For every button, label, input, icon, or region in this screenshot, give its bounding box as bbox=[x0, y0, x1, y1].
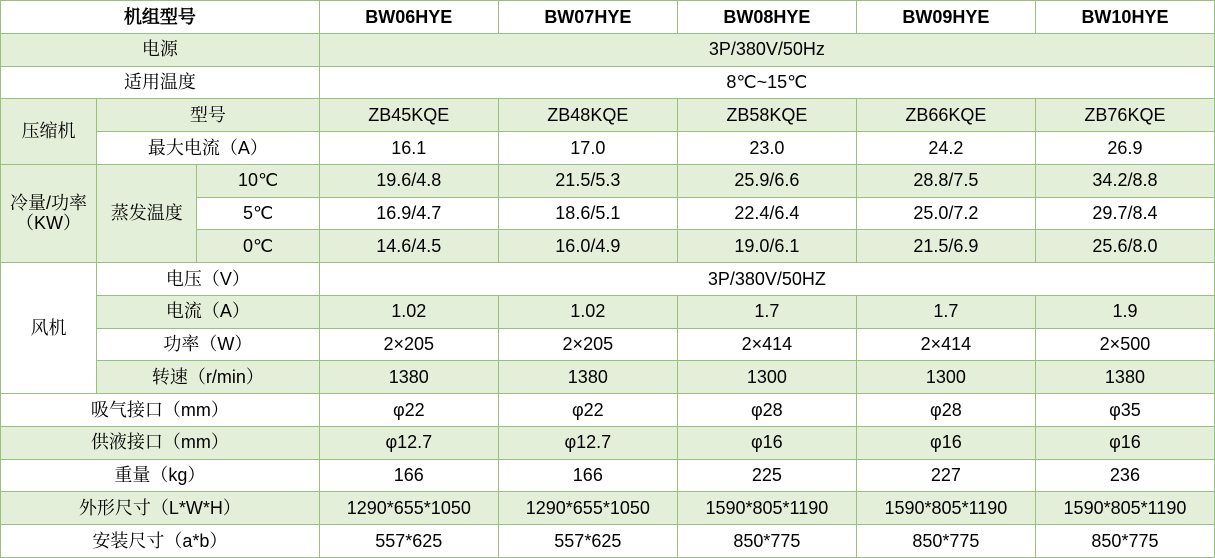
evap-5-value-3: 22.4/6.4 bbox=[677, 197, 856, 230]
model-cell-4: BW09HYE bbox=[856, 1, 1035, 34]
compressor-group-label: 压缩机 bbox=[1, 99, 97, 165]
fan-group-label: 风机 bbox=[1, 263, 97, 394]
evap-10-value-1: 19.6/4.8 bbox=[319, 164, 498, 197]
fan-power-label: 功率（W） bbox=[97, 328, 320, 361]
weight-label: 重量（kg） bbox=[1, 459, 320, 492]
suction-port-4: φ28 bbox=[856, 394, 1035, 427]
capacity-group-label: 冷量/功率（KW） bbox=[1, 164, 97, 262]
fan-power-1: 2×205 bbox=[319, 328, 498, 361]
dimension-label: 外形尺寸（L*W*H） bbox=[1, 492, 320, 525]
suction-port-3: φ28 bbox=[677, 394, 856, 427]
fan-speed-label: 转速（r/min） bbox=[97, 361, 320, 394]
suction-port-label: 吸气接口（mm） bbox=[1, 394, 320, 427]
install-2: 557*625 bbox=[498, 525, 677, 558]
power-supply-label: 电源 bbox=[1, 33, 320, 66]
fan-speed-4: 1300 bbox=[856, 361, 1035, 394]
max-current-2: 17.0 bbox=[498, 132, 677, 165]
suction-port-1: φ22 bbox=[319, 394, 498, 427]
evap-5-value-2: 18.6/5.1 bbox=[498, 197, 677, 230]
weight-5: 236 bbox=[1035, 459, 1214, 492]
max-current-4: 24.2 bbox=[856, 132, 1035, 165]
table-row-temp-range bbox=[1, 66, 1215, 99]
table-row-weight bbox=[1, 459, 1215, 492]
temp-range-label: 适用温度 bbox=[1, 66, 320, 99]
fan-current-2: 1.02 bbox=[498, 295, 677, 328]
dimension-5: 1590*805*1190 bbox=[1035, 492, 1214, 525]
install-5: 850*775 bbox=[1035, 525, 1214, 558]
liquid-port-1: φ12.7 bbox=[319, 426, 498, 459]
dimension-1: 1290*655*1050 bbox=[319, 492, 498, 525]
evap-10-value-3: 25.9/6.6 bbox=[677, 164, 856, 197]
evap-0-label: 0℃ bbox=[197, 230, 319, 263]
fan-speed-2: 1380 bbox=[498, 361, 677, 394]
table-row-liquid-port bbox=[1, 426, 1215, 459]
table-row-fan-speed bbox=[1, 361, 1215, 394]
max-current-5: 26.9 bbox=[1035, 132, 1214, 165]
dimension-3: 1590*805*1190 bbox=[677, 492, 856, 525]
dimension-4: 1590*805*1190 bbox=[856, 492, 1035, 525]
weight-3: 225 bbox=[677, 459, 856, 492]
evap-5-label: 5℃ bbox=[197, 197, 319, 230]
model-cell-3: BW08HYE bbox=[677, 1, 856, 34]
table-row-max-current bbox=[1, 132, 1215, 165]
fan-voltage-value: 3P/380V/50HZ bbox=[319, 263, 1214, 296]
fan-power-5: 2×500 bbox=[1035, 328, 1214, 361]
evap-5-value-5: 29.7/8.4 bbox=[1035, 197, 1214, 230]
dimension-2: 1290*655*1050 bbox=[498, 492, 677, 525]
evap-0-value-1: 14.6/4.5 bbox=[319, 230, 498, 263]
install-1: 557*625 bbox=[319, 525, 498, 558]
table-row-fan-current bbox=[1, 295, 1215, 328]
table-row-suction-port bbox=[1, 394, 1215, 427]
evap-10-label: 10℃ bbox=[197, 164, 319, 197]
compressor-model-2: ZB48KQE bbox=[498, 99, 677, 132]
evap-0-value-4: 21.5/6.9 bbox=[856, 230, 1035, 263]
install-3: 850*775 bbox=[677, 525, 856, 558]
fan-speed-3: 1300 bbox=[677, 361, 856, 394]
max-current-3: 23.0 bbox=[677, 132, 856, 165]
model-title-cell: 机组型号 bbox=[1, 1, 320, 34]
model-cell-5: BW10HYE bbox=[1035, 1, 1214, 34]
evap-0-value-3: 19.0/6.1 bbox=[677, 230, 856, 263]
install-4: 850*775 bbox=[856, 525, 1035, 558]
table-row-power-supply bbox=[1, 33, 1215, 66]
fan-current-3: 1.7 bbox=[677, 295, 856, 328]
evap-temp-label: 蒸发温度 bbox=[97, 164, 197, 262]
compressor-model-5: ZB76KQE bbox=[1035, 99, 1214, 132]
max-current-1: 16.1 bbox=[319, 132, 498, 165]
fan-power-3: 2×414 bbox=[677, 328, 856, 361]
table-row-install-dimensions bbox=[1, 525, 1215, 558]
liquid-port-label: 供液接口（mm） bbox=[1, 426, 320, 459]
evap-5-value-1: 16.9/4.7 bbox=[319, 197, 498, 230]
table-row-header bbox=[1, 1, 1215, 34]
table-row-compressor-model bbox=[1, 99, 1215, 132]
liquid-port-2: φ12.7 bbox=[498, 426, 677, 459]
suction-port-5: φ35 bbox=[1035, 394, 1214, 427]
model-cell-2: BW07HYE bbox=[498, 1, 677, 34]
liquid-port-4: φ16 bbox=[856, 426, 1035, 459]
table-row-fan-voltage bbox=[1, 263, 1215, 296]
compressor-model-1: ZB45KQE bbox=[319, 99, 498, 132]
table-row-evap-10 bbox=[1, 164, 1215, 197]
liquid-port-3: φ16 bbox=[677, 426, 856, 459]
evap-10-value-4: 28.8/7.5 bbox=[856, 164, 1035, 197]
max-current-label: 最大电流（A） bbox=[97, 132, 320, 165]
fan-current-5: 1.9 bbox=[1035, 295, 1214, 328]
fan-speed-1: 1380 bbox=[319, 361, 498, 394]
evap-10-value-5: 34.2/8.8 bbox=[1035, 164, 1214, 197]
weight-1: 166 bbox=[319, 459, 498, 492]
compressor-model-4: ZB66KQE bbox=[856, 99, 1035, 132]
install-label: 安装尺寸（a*b） bbox=[1, 525, 320, 558]
compressor-model-label: 型号 bbox=[97, 99, 320, 132]
fan-current-label: 电流（A） bbox=[97, 295, 320, 328]
weight-4: 227 bbox=[856, 459, 1035, 492]
fan-current-4: 1.7 bbox=[856, 295, 1035, 328]
table-row-fan-power bbox=[1, 328, 1215, 361]
fan-power-4: 2×414 bbox=[856, 328, 1035, 361]
model-cell-1: BW06HYE bbox=[319, 1, 498, 34]
power-supply-value: 3P/380V/50Hz bbox=[319, 33, 1214, 66]
liquid-port-5: φ16 bbox=[1035, 426, 1214, 459]
evap-10-value-2: 21.5/5.3 bbox=[498, 164, 677, 197]
weight-2: 166 bbox=[498, 459, 677, 492]
fan-current-1: 1.02 bbox=[319, 295, 498, 328]
evap-0-value-2: 16.0/4.9 bbox=[498, 230, 677, 263]
fan-voltage-label: 电压（V） bbox=[97, 263, 320, 296]
compressor-model-3: ZB58KQE bbox=[677, 99, 856, 132]
evap-5-value-4: 25.0/7.2 bbox=[856, 197, 1035, 230]
table-row-dimensions bbox=[1, 492, 1215, 525]
temp-range-value: 8℃~15℃ bbox=[319, 66, 1214, 99]
fan-power-2: 2×205 bbox=[498, 328, 677, 361]
evap-0-value-5: 25.6/8.0 bbox=[1035, 230, 1214, 263]
suction-port-2: φ22 bbox=[498, 394, 677, 427]
fan-speed-5: 1380 bbox=[1035, 361, 1214, 394]
